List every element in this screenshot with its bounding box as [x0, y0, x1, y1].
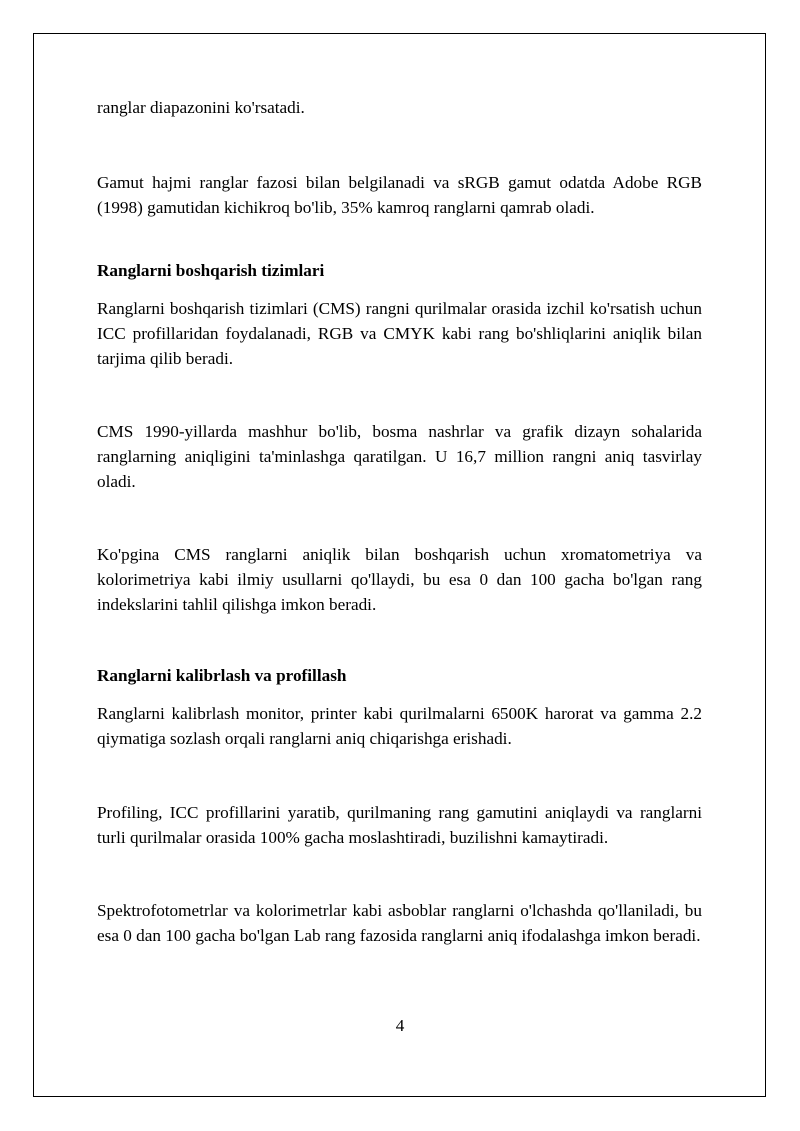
paragraph-profiling: Profiling, ICC profillarini yaratib, qurilmaning rang gamutini aniqlaydi va ranglarni turli qurilmalar orasida 100% gacha moslashtiradi, buzilishni kamaytiradi. — [97, 803, 702, 847]
heading-color-management: Ranglarni boshqarish tizimlari — [97, 261, 325, 280]
paragraph-cms-history: CMS 1990-yillarda mashhur bo'lib, bosma nashrlar va grafik dizayn sohalarida ranglarning aniqligini ta'minlashga qaratilgan. U 16,7 million rangni aniq tasvirlay oladi. — [97, 422, 702, 491]
heading-calibration-profiling: Ranglarni kalibrlash va profillash — [97, 666, 347, 685]
paragraph-cms-icc: Ranglarni boshqarish tizimlari (CMS) rangni qurilmalar orasida izchil ko'rsatish uchun ICC profillaridan foydalanadi, RGB va CMYK kabi rang bo'shliqlarini aniqlik bilan tarjima qilib beradi. — [97, 299, 702, 368]
document-body — [97, 95, 702, 948]
paragraph-gamut-intro: ranglar diapazonini ko'rsatadi. — [97, 98, 305, 117]
paragraph-instruments: Spektrofotometrlar va kolorimetrlar kabi asboblar ranglarni o'lchashda qo'llaniladi, bu esa 0 dan 100 gacha bo'lgan Lab rang fazosida ranglarni aniq ifodalashga imkon beradi. — [97, 901, 702, 945]
paragraph-calibration: Ranglarni kalibrlash monitor, printer kabi qurilmalarni 6500K harorat va gamma 2.2 qiymatiga sozlash orqali ranglarni aniq chiqarishga erishadi. — [97, 704, 702, 748]
paragraph-cms-methods: Ko'pgina CMS ranglarni aniqlik bilan boshqarish uchun xromatometriya va kolorimetriya kabi ilmiy usullarni qo'llaydi, bu esa 0 dan 100 gacha bo'lgan rang indekslarini tahlil qilishga imkon beradi. — [97, 545, 702, 614]
paragraph-gamut-size: Gamut hajmi ranglar fazosi bilan belgilanadi va sRGB gamut odatda Adobe RGB (1998) gamutidan kichikroq bo'lib, 35% kamroq ranglarni qamrab oladi. — [97, 173, 702, 217]
page-number: 4 — [395, 1016, 405, 1035]
